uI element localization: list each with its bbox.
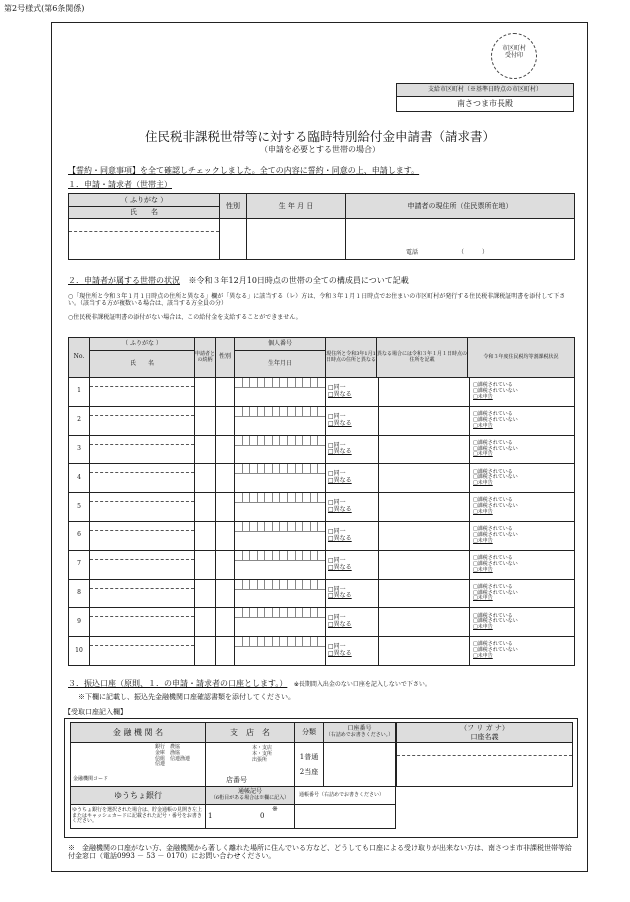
row-gender-field[interactable] [216,378,235,407]
opt-same[interactable]: □同一 [328,614,346,622]
row-gender-field[interactable] [216,637,235,666]
tax-opt-not-taxed[interactable]: □課税されていない [473,388,518,395]
row-mynumber-field[interactable] [235,493,326,522]
household-row [69,435,575,464]
row-gender-field[interactable] [216,550,235,579]
opt-same[interactable]: □同一 [328,412,346,420]
row-prev-address[interactable] [379,637,470,666]
household-row [69,378,575,407]
row-prev-address[interactable] [379,521,470,550]
row-name-field[interactable] [90,493,195,522]
hh-dob-header: 生年月日 [235,351,326,378]
row-tax-status[interactable] [470,579,575,608]
row-tax-status[interactable] [470,464,575,493]
opt-diff[interactable]: □異なる [328,592,352,600]
row-address-diff[interactable] [326,550,379,579]
row-mynumber-field[interactable] [235,579,326,608]
tax-opt-not-taxed[interactable]: □課税されていない [473,560,518,567]
row-gender-field[interactable] [216,464,235,493]
bank-type-1: 銀行 農協 [155,744,181,750]
row-tax-status[interactable] [470,406,575,435]
tsucho-digit-1: 1 [208,812,213,820]
tax-opt-undeclared[interactable]: □未申告 [473,422,493,429]
bank-name-header: 金 融 機 関 名 [71,723,206,743]
row-gender-field[interactable] [216,435,235,464]
section2-note1: ○「現住所と令和３年１月１日時点の住所と異なる」欄が「異なる」に該当する（レ）方は、令和３年１月１日時点でお住まいの市区町村が発行する住民税非課税証明書を添付して下さい。（該当する方が複数いる場合は、該当する方全員の分） [68,293,566,307]
bank-type-2: 金庫 漁協 [155,749,181,756]
household-row [69,637,575,666]
tax-opt-not-taxed[interactable]: □課税されていない [473,647,518,654]
row-mynumber-field[interactable] [235,378,326,407]
row-address-diff[interactable] [326,406,379,435]
hh-if-diff-header: 異なる場合には令和３年１月１日時点の住所を記載 [377,338,468,378]
row-prev-address[interactable] [379,493,470,522]
opt-diff[interactable]: □異なる [328,534,352,542]
row-mynumber-field[interactable] [235,406,326,435]
row-number: 3 [69,435,90,464]
holder-field[interactable] [397,743,573,787]
household-row [69,406,575,435]
tax-opt-taxed[interactable]: □課税されている [473,641,513,648]
row-name-field[interactable] [90,406,195,435]
row-relation-field[interactable] [195,637,216,666]
tax-opt-undeclared[interactable]: □未申告 [473,595,493,602]
row-number: 9 [69,608,90,637]
applicant-gender-field[interactable] [220,219,247,260]
bank-code-label: 金融機関コード [73,776,109,783]
row-name-field[interactable] [90,637,195,666]
row-prev-address[interactable] [379,378,470,407]
tsucho-note: （6桁目がある場合は※欄に記入） [210,795,290,802]
row-gender-field[interactable] [216,608,235,637]
row-name-field[interactable] [90,435,195,464]
tsucho-no-note: （右詰めでお書きください） [319,791,385,798]
holder-furigana: （フ リ ガ ナ） [460,724,509,733]
tsucho-field[interactable] [206,805,295,829]
applicant-address-field[interactable] [346,219,575,260]
row-address-diff[interactable] [326,637,379,666]
page-title: 住民税非課税世帯等に対する臨時特別給付金申請書（請求書） [144,129,495,144]
row-relation-field[interactable] [195,608,216,637]
applicant-dob-field[interactable] [247,219,346,260]
row-address-diff[interactable] [326,579,379,608]
hh-no-header: No. [69,338,90,378]
applicant-name-field[interactable] [69,219,220,260]
tax-opt-not-taxed[interactable]: □課税されていない [473,503,518,510]
acct-no-label: 口座番号 [347,725,372,733]
tax-opt-undeclared[interactable]: □未申告 [473,393,493,400]
stamp-line1: 市区町村 [501,45,526,52]
row-prev-address[interactable] [379,550,470,579]
row-mynumber-field[interactable] [235,550,326,579]
consent-statement: 【誓約・同意事項】を全て確認しチェックしました。全ての内容に誓約・同意の上、申請します。 [68,166,420,175]
opt-diff[interactable]: □異なる [328,390,352,398]
hh-furigana-header: （ ふりがな ） [90,338,195,351]
section3-sub: ※下欄に記載し、振込先金融機関口座確認書類を添付してください。 [78,693,295,701]
municipality-recipient: 南さつま市長殿 [396,97,574,112]
row-relation-field[interactable] [195,378,216,407]
hh-mynumber-header: 個人番号 [235,338,326,351]
row-name-field[interactable] [90,378,195,407]
row-mynumber-field[interactable] [235,435,326,464]
household-row [69,608,575,637]
row-name-field[interactable] [90,464,195,493]
tax-opt-taxed[interactable]: □課税されている [473,555,513,562]
type-header: 分類 [295,723,324,743]
tax-opt-not-taxed[interactable]: □課税されていない [473,474,518,481]
row-mynumber-field[interactable] [235,521,326,550]
row-number: 2 [69,406,90,435]
household-row [69,521,575,550]
section3-heading: ３．振込口座（原則、１．の申請・請求者の口座とします。） [68,679,288,688]
row-tax-status[interactable] [470,550,575,579]
hh-name-header: 氏 名 [90,351,195,378]
tax-opt-taxed[interactable]: □課税されている [473,411,513,418]
opt-same[interactable]: □同一 [328,499,346,507]
row-address-diff[interactable] [326,493,379,522]
row-relation-field[interactable] [195,493,216,522]
tax-opt-undeclared[interactable]: □未申告 [473,566,493,573]
row-prev-address[interactable] [379,406,470,435]
tax-opt-not-taxed[interactable]: □課税されていない [473,532,518,538]
tax-opt-taxed[interactable]: □課税されている [473,468,513,475]
type-field[interactable] [295,743,324,787]
row-address-diff[interactable] [326,378,379,407]
applicant-address-header: 申請者の現住所（住民票所在地） [346,194,575,219]
opt-same[interactable]: □同一 [328,441,346,449]
opt-diff[interactable]: □異なる [328,477,352,485]
row-number: 8 [69,579,90,608]
tax-opt-undeclared[interactable]: □未申告 [473,508,493,515]
tax-opt-undeclared[interactable]: □未申告 [473,537,493,544]
row-tax-status[interactable] [470,637,575,666]
row-name-field[interactable] [90,521,195,550]
row-tax-status[interactable] [470,435,575,464]
bank-name-field[interactable] [71,743,206,787]
tax-opt-not-taxed[interactable]: □課税されていない [473,416,518,423]
tax-opt-taxed[interactable]: □課税されている [473,382,513,389]
opt-diff[interactable]: □異なる [328,621,352,629]
row-relation-field[interactable] [195,435,216,464]
type-toza[interactable]: 2当座 [299,767,319,776]
opt-same[interactable]: □同一 [328,384,346,391]
row-tax-status[interactable] [470,378,575,407]
opt-same[interactable]: □同一 [328,470,346,478]
opt-diff[interactable]: □異なる [328,419,352,427]
row-number: 4 [69,464,90,493]
opt-diff[interactable]: □異なる [328,563,352,571]
applicant-table [68,193,575,260]
branch-header: 支 店 名 [206,723,295,743]
branch-field[interactable] [206,743,295,787]
row-gender-field[interactable] [216,493,235,522]
tax-opt-taxed[interactable]: □課税されている [473,583,513,590]
row-tax-status[interactable] [470,493,575,522]
row-name-field[interactable] [90,550,195,579]
row-number: 1 [69,378,90,407]
row-relation-field[interactable] [195,550,216,579]
opt-same[interactable]: □同一 [328,585,346,593]
row-mynumber-field[interactable] [235,464,326,493]
row-tax-status[interactable] [470,521,575,550]
row-address-diff[interactable] [326,464,379,493]
row-prev-address[interactable] [379,608,470,637]
phone-label: 電話 [406,249,419,257]
municipality-box [396,83,574,112]
tax-opt-undeclared[interactable]: □未申告 [473,451,493,458]
hh-tax-header: 令和３年度住民税均等割課税状況 [468,338,575,378]
tsucho-no-field[interactable] [295,805,396,829]
row-prev-address[interactable] [379,435,470,464]
type-futsu[interactable]: 1普通 [299,753,319,762]
section3-note: ※長期間入出金のない口座を記入しないで下さい。 [293,681,431,688]
acct-no-field[interactable] [324,743,396,787]
opt-same[interactable]: □同一 [328,556,346,564]
form-number: 第2号様式(第6条関係) [4,4,85,13]
phone-paren: （ ） [458,249,489,257]
bank-type-4: 信連 [155,761,166,768]
opt-diff[interactable]: □異なる [328,506,352,514]
bank-table [70,722,396,829]
household-row [69,550,575,579]
row-number: 5 [69,493,90,522]
row-address-diff[interactable] [326,435,379,464]
tax-opt-not-taxed[interactable]: □課税されていない [473,618,518,625]
row-number: 10 [69,637,90,666]
row-relation-field[interactable] [195,521,216,550]
footer-note: ※ 金融機関の口座がない方、金融機関から著しく離れた場所に住んでいる方など、どうしても口座による受け取りが出来ない方は、南さつま市非課税世帯等給付金窓口（電話0993 － 53 － 0170）にお問い合わせください。 [68,844,572,861]
tax-opt-undeclared[interactable]: □未申告 [473,624,493,631]
tax-opt-not-taxed[interactable]: □課税されていない [473,589,518,596]
opt-same[interactable]: □同一 [328,527,346,535]
opt-same[interactable]: □同一 [328,643,346,651]
bank-type-3: 信組 信連漁連 [155,755,191,762]
household-rows [68,377,575,666]
applicant-name-header: 氏 名 [69,207,220,219]
row-number: 6 [69,521,90,550]
row-number: 7 [69,550,90,579]
row-prev-address[interactable] [379,579,470,608]
branch-type-list [252,746,272,763]
page-subtitle: （申請を必要とする世帯の場合） [260,145,380,154]
row-relation-field[interactable] [195,579,216,608]
applicant-dob-header: 生 年 月 日 [247,194,346,219]
row-name-field[interactable] [90,579,195,608]
tax-opt-undeclared[interactable]: □未申告 [473,480,493,487]
opt-diff[interactable]: □異なる [328,448,352,456]
tsucho-no-label: 通帳番号 [299,791,320,798]
yucho-note: ゆうちょ銀行を選択された場合は、貯金通帳の見開き左上またはキャッシュカードに記載された記号・番号をお書きください。 [71,805,206,829]
tax-opt-taxed[interactable]: □課税されている [473,526,513,533]
tax-opt-undeclared[interactable]: □未申告 [473,652,493,659]
row-name-field[interactable] [90,608,195,637]
row-mynumber-field[interactable] [235,637,326,666]
acct-no-note: （右詰めでお書きください。） [325,732,394,739]
section2-note2: ○住民税非課税証明書の添付がない場合は、この給付金を支給することができません。 [68,314,302,321]
yucho-label: ゆうちょ銀行 [71,787,206,805]
branch-type-3: 出張所 [252,756,268,763]
opt-diff[interactable]: □異なる [328,650,352,658]
branch-type-2: 本・支所 [252,750,273,757]
holder-table [396,722,573,787]
hh-address-diff-header: 現住所と令和3年1月1日時点の住所と異なる [326,338,377,378]
row-gender-field[interactable] [216,579,235,608]
household-row [69,579,575,608]
hh-relation-header: 申請者との続柄 [195,338,216,378]
tsucho-asterisk: ※ [272,805,278,813]
row-relation-field[interactable] [195,464,216,493]
row-mynumber-field[interactable] [235,608,326,637]
tax-opt-not-taxed[interactable]: □課税されていない [473,445,518,452]
row-relation-field[interactable] [195,406,216,435]
row-prev-address[interactable] [379,464,470,493]
section1-heading: １．申請・請求者（世帯主） [68,180,172,189]
holder-header [397,723,573,743]
branch-code-label: 店番号 [226,775,247,784]
holder-label: 口座名義 [470,732,499,741]
row-tax-status[interactable] [470,608,575,637]
row-gender-field[interactable] [216,521,235,550]
section2-heading: ２．申請者が属する世帯の状況 [68,276,180,285]
hh-gender-header: 性別 [216,338,235,378]
section2-heading-row [68,276,409,286]
tsucho-no-header [295,787,396,805]
household-row [69,464,575,493]
tsucho-digit-0: 0 [260,812,265,820]
row-address-diff[interactable] [326,608,379,637]
reception-stamp [491,33,537,79]
section2-note: ※令和３年12月10日時点の世帯の全ての構成員について記載 [188,276,409,285]
bank-type-list [155,745,190,768]
branch-type-1: 本・支店 [252,745,273,751]
tax-opt-taxed[interactable]: □課税されている [473,612,513,619]
acct-no-header [324,723,396,743]
applicant-furigana-header: （ ふりがな ） [69,194,220,207]
row-address-diff[interactable] [326,521,379,550]
section3-heading-row [68,679,431,689]
account-box-label: 【受取口座記入欄】 [64,708,127,716]
row-gender-field[interactable] [216,406,235,435]
household-row [69,493,575,522]
tax-opt-taxed[interactable]: □課税されている [473,497,513,504]
tax-opt-taxed[interactable]: □課税されている [473,439,513,446]
municipality-header: 支給市区町村（※基準日時点の市区町村） [396,83,574,97]
stamp-line2: 受付印 [504,51,523,59]
tsucho-label: 通帳記号 [237,788,262,796]
tsucho-header [206,787,295,805]
applicant-gender-header: 性別 [220,194,247,219]
household-table [68,337,575,378]
